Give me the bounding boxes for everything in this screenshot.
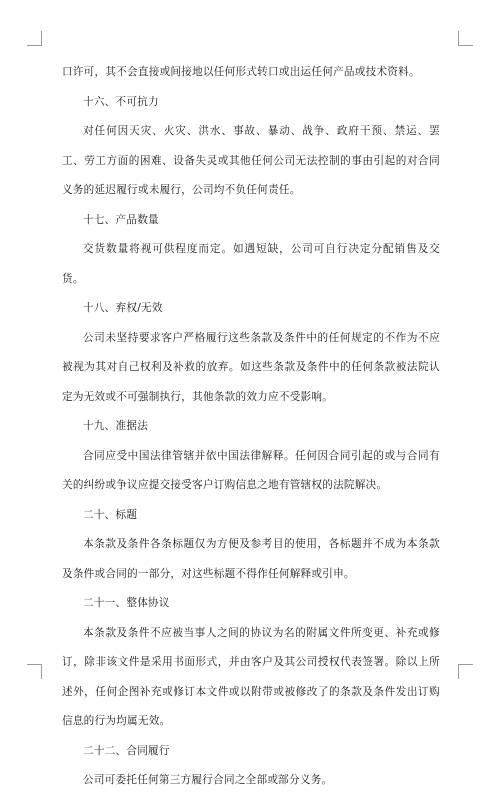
paragraph-waiver-invalidity: 公司未坚持要求客户严格履行这些条款及条件中的任何规定的不作为不应被视为其对自己权利及补救的放弃。如这些条款及条件中的任何条款被法院认定为无效或不可强制执行，其他条款的效力应不受影响。 xyxy=(62,331,440,403)
paragraph-headings: 本条款及条件各条标题仅为方便及参考目的使用，各标题并不成为本条款及条件或合同的一部分，对这些标题不得作任何解释或引申。 xyxy=(62,538,440,580)
crop-mark-top-left xyxy=(27,31,42,46)
section-heading-18: 十八、弃权/无效 xyxy=(83,302,163,314)
crop-mark-top-right xyxy=(458,31,473,46)
crop-mark-bottom-right xyxy=(458,664,473,679)
section-heading-21: 二十一、整体协议 xyxy=(83,597,170,609)
document-body xyxy=(62,58,440,796)
section-heading-16: 十六、不可抗力 xyxy=(83,95,159,108)
section-heading-17: 十七、产品数量 xyxy=(83,213,159,226)
section-heading-22: 二十二、合同履行 xyxy=(83,744,170,757)
paragraph-entire-agreement: 本条款及条件不应被当事人之间的协议为名的附属文件所变更、补充或修订，除非该文件是采用书面形式，并由客户及其公司授权代表签署。除以上所述外，任何企图补充或修订本文件或以附带或被修改了的条款及条件发出订购信息的行为均属无效。 xyxy=(62,626,440,727)
paragraph-force-majeure: 对任何因天灾、火灾、洪水、事故、暴动、战争、政府干预、禁运、罢工、劳工方面的困难、设备失灵或其他任何公司无法控制的事由引起的对合同义务的延迟履行或未履行，公司均不负任何责任。 xyxy=(62,125,440,196)
paragraph-product-quantity: 交货数量将视可供程度而定。如遇短缺，公司可自行决定分配销售及交货。 xyxy=(62,243,440,285)
paragraph-contract-performance: 公司可委托任何第三方履行合同之全部或部分义务。 xyxy=(83,774,333,786)
paragraph-governing-law: 合同应受中国法律管辖并依中国法律解释。任何因合同引起的或与合同有关的纠纷或争议应提交接受客户订购信息之地有管辖权的法院解决。 xyxy=(62,449,440,491)
crop-mark-bottom-left xyxy=(27,664,42,679)
section-heading-20: 二十、标题 xyxy=(83,508,138,521)
paragraph-export-continuation: 口许可，其不会直接或间接地以任何形式转口或出运任何产品或技术资料。 xyxy=(62,66,420,78)
section-heading-19: 十九、准据法 xyxy=(83,420,149,432)
